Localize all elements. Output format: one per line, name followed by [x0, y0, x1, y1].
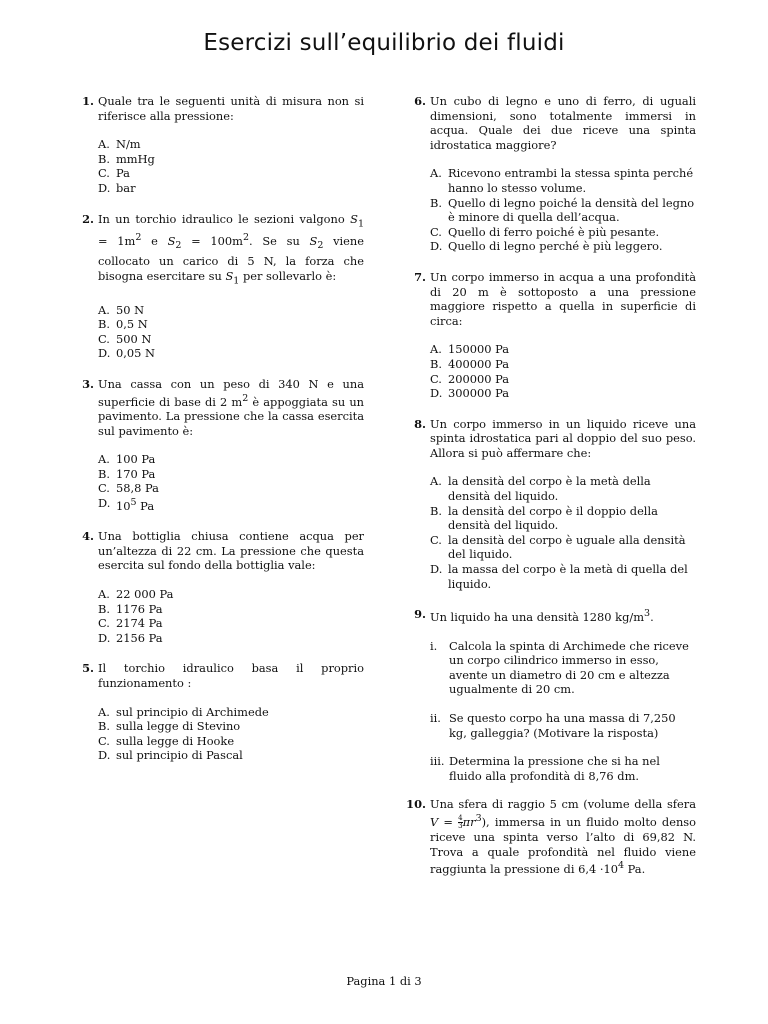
page-title: Esercizi sull’equilibrio dei fluidi [203, 30, 565, 56]
subquestion-i: i. Calcola la spinta di Archimede che riceve un corpo cilindrico immerso in esso, avente un diametro di 20 cm e altezza ugualmente di 20 cm. [430, 638, 689, 697]
option-c: C. Quello di ferro poiché è più pesante. [430, 224, 660, 239]
option-c: C. 2174 Pa [98, 616, 163, 631]
question-9 [404, 607, 696, 783]
question-number: 1. [82, 94, 94, 108]
question-8 [404, 417, 696, 592]
subquestions-list [430, 639, 696, 784]
fraction: $\frac{4}{3}$ [458, 814, 463, 831]
option-a: A. sul principio di Archimede [98, 704, 269, 719]
options-list [98, 587, 364, 645]
question-number: 4. [82, 529, 94, 544]
option-c: C. 200000 Pa [430, 371, 510, 386]
question-1 [72, 94, 364, 196]
option-b: B. 400000 Pa [430, 356, 510, 371]
question-text: In un torchio idraulico le sezioni valgono $S_1 = 1m^2$ e $S_2 = 100m^2$. Se su $S_2$ viene collocato un carico di 5 N, la forza che bisogna esercitare su $S_1$ per sollevarlo è: [98, 211, 364, 286]
option-b: B. 1176 Pa [98, 601, 163, 616]
option-b: B. 0,5 N [98, 317, 148, 332]
option-b: B. sulla legge di Stevino [98, 719, 241, 734]
option-b: B. 170 Pa [98, 466, 156, 481]
option-c: C. 500 N [98, 331, 152, 346]
option-a: A. 150000 Pa [430, 342, 510, 357]
option-d: D. 0,05 N [98, 346, 155, 361]
subquestion-ii: ii. Se questo corpo ha una massa di 7,250 kg, galleggia? (Motivare la risposta) [430, 710, 676, 740]
question-text: Una cassa con un peso di 340 N e una superficie di base di 2 $m^2$ è appoggiata su un pavimento. La pressione che la cassa esercita sul pavimento è: [98, 376, 364, 438]
option-a: A. 50 N [98, 302, 145, 317]
option-b: B. la densità del corpo è il doppio della densità del liquido. [430, 503, 658, 533]
question-number: 3. [82, 376, 94, 391]
option-d: D. $10^5$ Pa [98, 495, 155, 513]
question-number: 7. [414, 269, 426, 284]
options-list [98, 303, 364, 361]
options-list [98, 137, 364, 195]
question-7 [404, 270, 696, 401]
option-c: C. sulla legge di Hooke [98, 733, 235, 748]
question-text: Quale tra le seguenti unità di misura non si riferisce alla pressione: [98, 94, 364, 123]
question-number: 8. [414, 416, 426, 431]
question-4 [72, 529, 364, 645]
option-a: A. la densità del corpo è la metà della densità del liquido. [430, 474, 651, 504]
question-3 [72, 377, 364, 513]
subquestion-iii: iii. Determina la pressione che si ha nel fluido alla profondità di 8,76 dm. [430, 754, 660, 783]
option-a: A. 100 Pa [98, 452, 156, 467]
option-d: D. 2156 Pa [98, 630, 163, 645]
question-text: Un cubo di legno e uno di ferro, di uguali dimensioni, sono totalmente immersi in acqua. Quale dei due riceve una spinta idrostatica maggiore? [430, 94, 696, 152]
question-text: Una bottiglia chiusa contiene acqua per un’altezza di 22 cm. La pressione che questa esercita sul fondo della bottiglia vale: [98, 529, 364, 573]
options-list [430, 342, 696, 400]
question-text: Una sfera di raggio 5 cm (volume della sfera V = $\frac{4}{3}$ $\pi r^3$), immersa in un fluido molto denso riceve una spinta verso l’alto di 69,82 N. Trova a quale profondità nel fluido viene raggiunta la pressione di $6,4 \cdot 10^4$ Pa. [430, 797, 697, 877]
options-list [98, 705, 364, 763]
question-10 [404, 797, 696, 876]
option-c: C. la densità del corpo è uguale alla densità del liquido. [430, 532, 686, 562]
option-c: C. Pa [98, 166, 130, 181]
option-d: D. Quello di legno perché è più leggero. [430, 239, 663, 254]
options-list [430, 474, 696, 591]
question-number: 2. [82, 211, 94, 226]
option-a: A. Ricevono entrambi la stessa spinta perché hanno lo stesso volume. [430, 166, 694, 195]
options-list [430, 166, 696, 254]
question-text: Un corpo immerso in acqua a una profondità di 20 m è sottoposto a una pressione maggiore rispetto a quella in superficie di circa: [430, 269, 696, 328]
options-list [98, 452, 364, 513]
question-number: 6. [414, 94, 426, 108]
option-b: B. mmHg [98, 151, 155, 166]
option-a: A. 22 000 Pa [98, 587, 174, 602]
question-text: Il torchio idraulico basa il proprio funzionamento : [98, 661, 364, 691]
left-column [72, 94, 364, 779]
question-text: Un corpo immerso in un liquido riceve una spinta idrostatica pari al doppio del suo peso. Allora si può affermare che: [430, 416, 696, 460]
question-number: 10. [406, 797, 426, 812]
option-d: D. sul principio di Pascal [98, 748, 243, 763]
question-2 [72, 212, 364, 361]
page-footer: Pagina 1 di 3 [346, 974, 422, 988]
option-d: D. la massa del corpo è la metà di quella del liquido. [430, 562, 688, 591]
option-c: C. 58,8 Pa [98, 481, 159, 496]
question-number: 5. [82, 661, 94, 676]
right-column [404, 94, 696, 893]
question-5 [72, 661, 364, 763]
option-d: D. 300000 Pa [430, 386, 510, 401]
question-number: 9. [414, 607, 426, 622]
option-d: D. bar [98, 180, 136, 195]
question-6 [404, 94, 696, 254]
option-b: B. Quello di legno poiché la densità del legno è minore di quella dell’acqua. [430, 195, 695, 225]
option-a: A. N/m [98, 137, 141, 152]
question-text: Un liquido ha una densità 1280 $kg/m^3$. [430, 608, 654, 625]
